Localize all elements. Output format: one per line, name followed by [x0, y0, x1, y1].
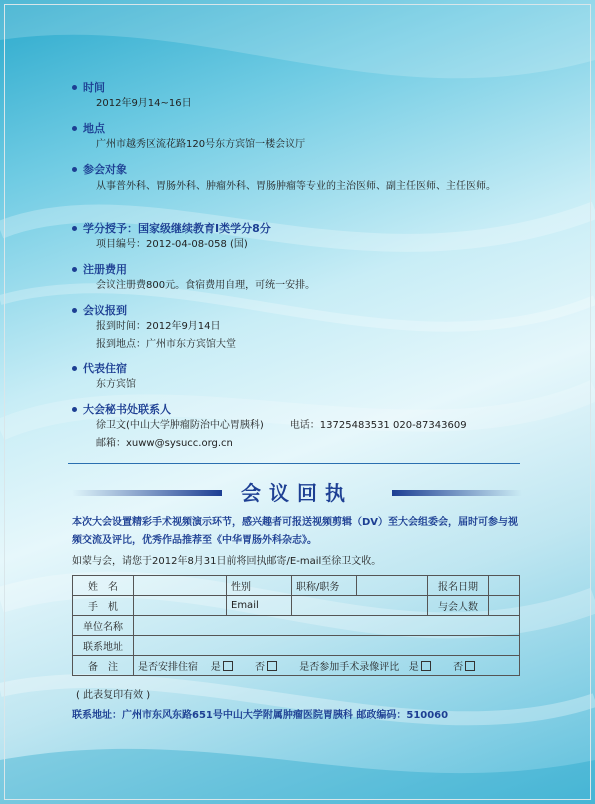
bullet-icon	[72, 226, 77, 231]
section-credits	[72, 221, 542, 254]
reg-date-field[interactable]	[489, 576, 520, 596]
lodging-no-label: 否	[254, 662, 265, 673]
address-label: 联系地址	[73, 636, 134, 656]
remarks-label: 备 注	[73, 656, 134, 676]
section-line: 报到时间：2012年9月14日	[96, 321, 221, 332]
section-registration	[72, 303, 542, 354]
lodging-question: 是否安排住宿	[138, 662, 198, 673]
video-no-label: 否	[453, 662, 464, 673]
section-line: 东方宾馆	[96, 379, 136, 390]
bullet-icon	[72, 407, 77, 412]
section-time	[72, 80, 542, 113]
contact-name: 徐卫文(中山大学肿瘤防治中心胃胰科)	[96, 420, 264, 431]
contact-phone: 电话：13725483531 020-87343609	[289, 420, 467, 431]
video-yes-checkbox[interactable]	[421, 661, 431, 671]
section-secretariat	[72, 402, 542, 453]
section-title: 会议报到	[83, 304, 127, 317]
lodging-no-checkbox[interactable]	[267, 661, 277, 671]
section-title: 大会秘书处联系人	[83, 403, 171, 416]
section-lodging	[72, 361, 542, 394]
title-label: 职称/职务	[292, 576, 357, 596]
org-field[interactable]	[134, 616, 520, 636]
bullet-icon	[72, 126, 77, 131]
reg-date-label: 报名日期	[428, 576, 489, 596]
receipt-title: 会议回执	[241, 481, 353, 505]
section-title: 学分授予：国家级继续教育I类学分8分	[83, 222, 271, 235]
name-label: 姓 名	[73, 576, 134, 596]
bullet-icon	[72, 167, 77, 172]
section-title: 注册费用	[83, 263, 127, 276]
email-field[interactable]	[292, 596, 428, 616]
section-line: 广州市越秀区流花路120号东方宾馆一楼会议厅	[96, 139, 306, 150]
section-title: 时间	[83, 81, 105, 94]
companions-label: 与会人数	[428, 596, 489, 616]
phone-label: 手 机	[73, 596, 134, 616]
bullet-icon	[72, 267, 77, 272]
address-field[interactable]	[134, 636, 520, 656]
gender-label: 性别	[227, 576, 292, 596]
bullet-icon	[72, 366, 77, 371]
org-label: 单位名称	[73, 616, 134, 636]
video-question: 是否参加手术录像评比	[299, 662, 400, 673]
section-fee	[72, 262, 542, 295]
banner-bar-right	[392, 490, 522, 496]
section-title: 参会对象	[83, 163, 127, 176]
copy-note: ( 此表复印有效 )	[76, 690, 151, 701]
video-no-checkbox[interactable]	[465, 661, 475, 671]
video-notice: 本次大会设置精彩手术视频演示环节，感兴趣者可报送视频剪辑（DV）至大会组委会，届时可参与视频交流及评比，优秀作品推荐至《中华胃肠外科杂志》。	[72, 517, 519, 546]
section-title: 代表住宿	[83, 362, 127, 375]
contact-email: 邮箱：xuww@sysucc.org.cn	[96, 438, 233, 449]
bullet-icon	[72, 308, 77, 313]
section-location	[72, 121, 542, 154]
invite-text: 如蒙与会，请您于2012年8月31日前将回执邮寄/E-mail至徐卫文收。	[72, 556, 382, 567]
companions-field[interactable]	[489, 596, 520, 616]
bullet-icon	[72, 85, 77, 90]
section-line: 会议注册费800元。食宿费用自理，可统一安排。	[96, 280, 316, 291]
section-title: 地点	[83, 122, 105, 135]
section-line: 项目编号：2012-04-08-058 (国)	[96, 239, 248, 250]
divider	[68, 463, 520, 464]
receipt-banner	[72, 481, 522, 505]
section-attendees	[72, 162, 542, 196]
lodging-yes-checkbox[interactable]	[223, 661, 233, 671]
name-field[interactable]	[134, 576, 227, 596]
section-line: 从事普外科、胃肠外科、肿瘤外科、胃肠肿瘤等专业的主治医师、副主任医师、主任医师。	[96, 181, 496, 192]
registration-form	[72, 575, 520, 676]
contact-address: 联系地址：广州市东风东路651号中山大学附属肿瘤医院胃胰科 邮政编码：510060	[72, 710, 449, 721]
phone-field[interactable]	[134, 596, 227, 616]
remarks-row	[134, 656, 520, 676]
lodging-yes-label: 是	[210, 662, 221, 673]
email-label: Email	[227, 596, 292, 616]
title-field[interactable]	[357, 576, 428, 596]
section-line: 报到地点：广州市东方宾馆大堂	[96, 339, 236, 350]
video-yes-label: 是	[408, 662, 419, 673]
section-line: 2012年9月14~16日	[96, 98, 192, 109]
